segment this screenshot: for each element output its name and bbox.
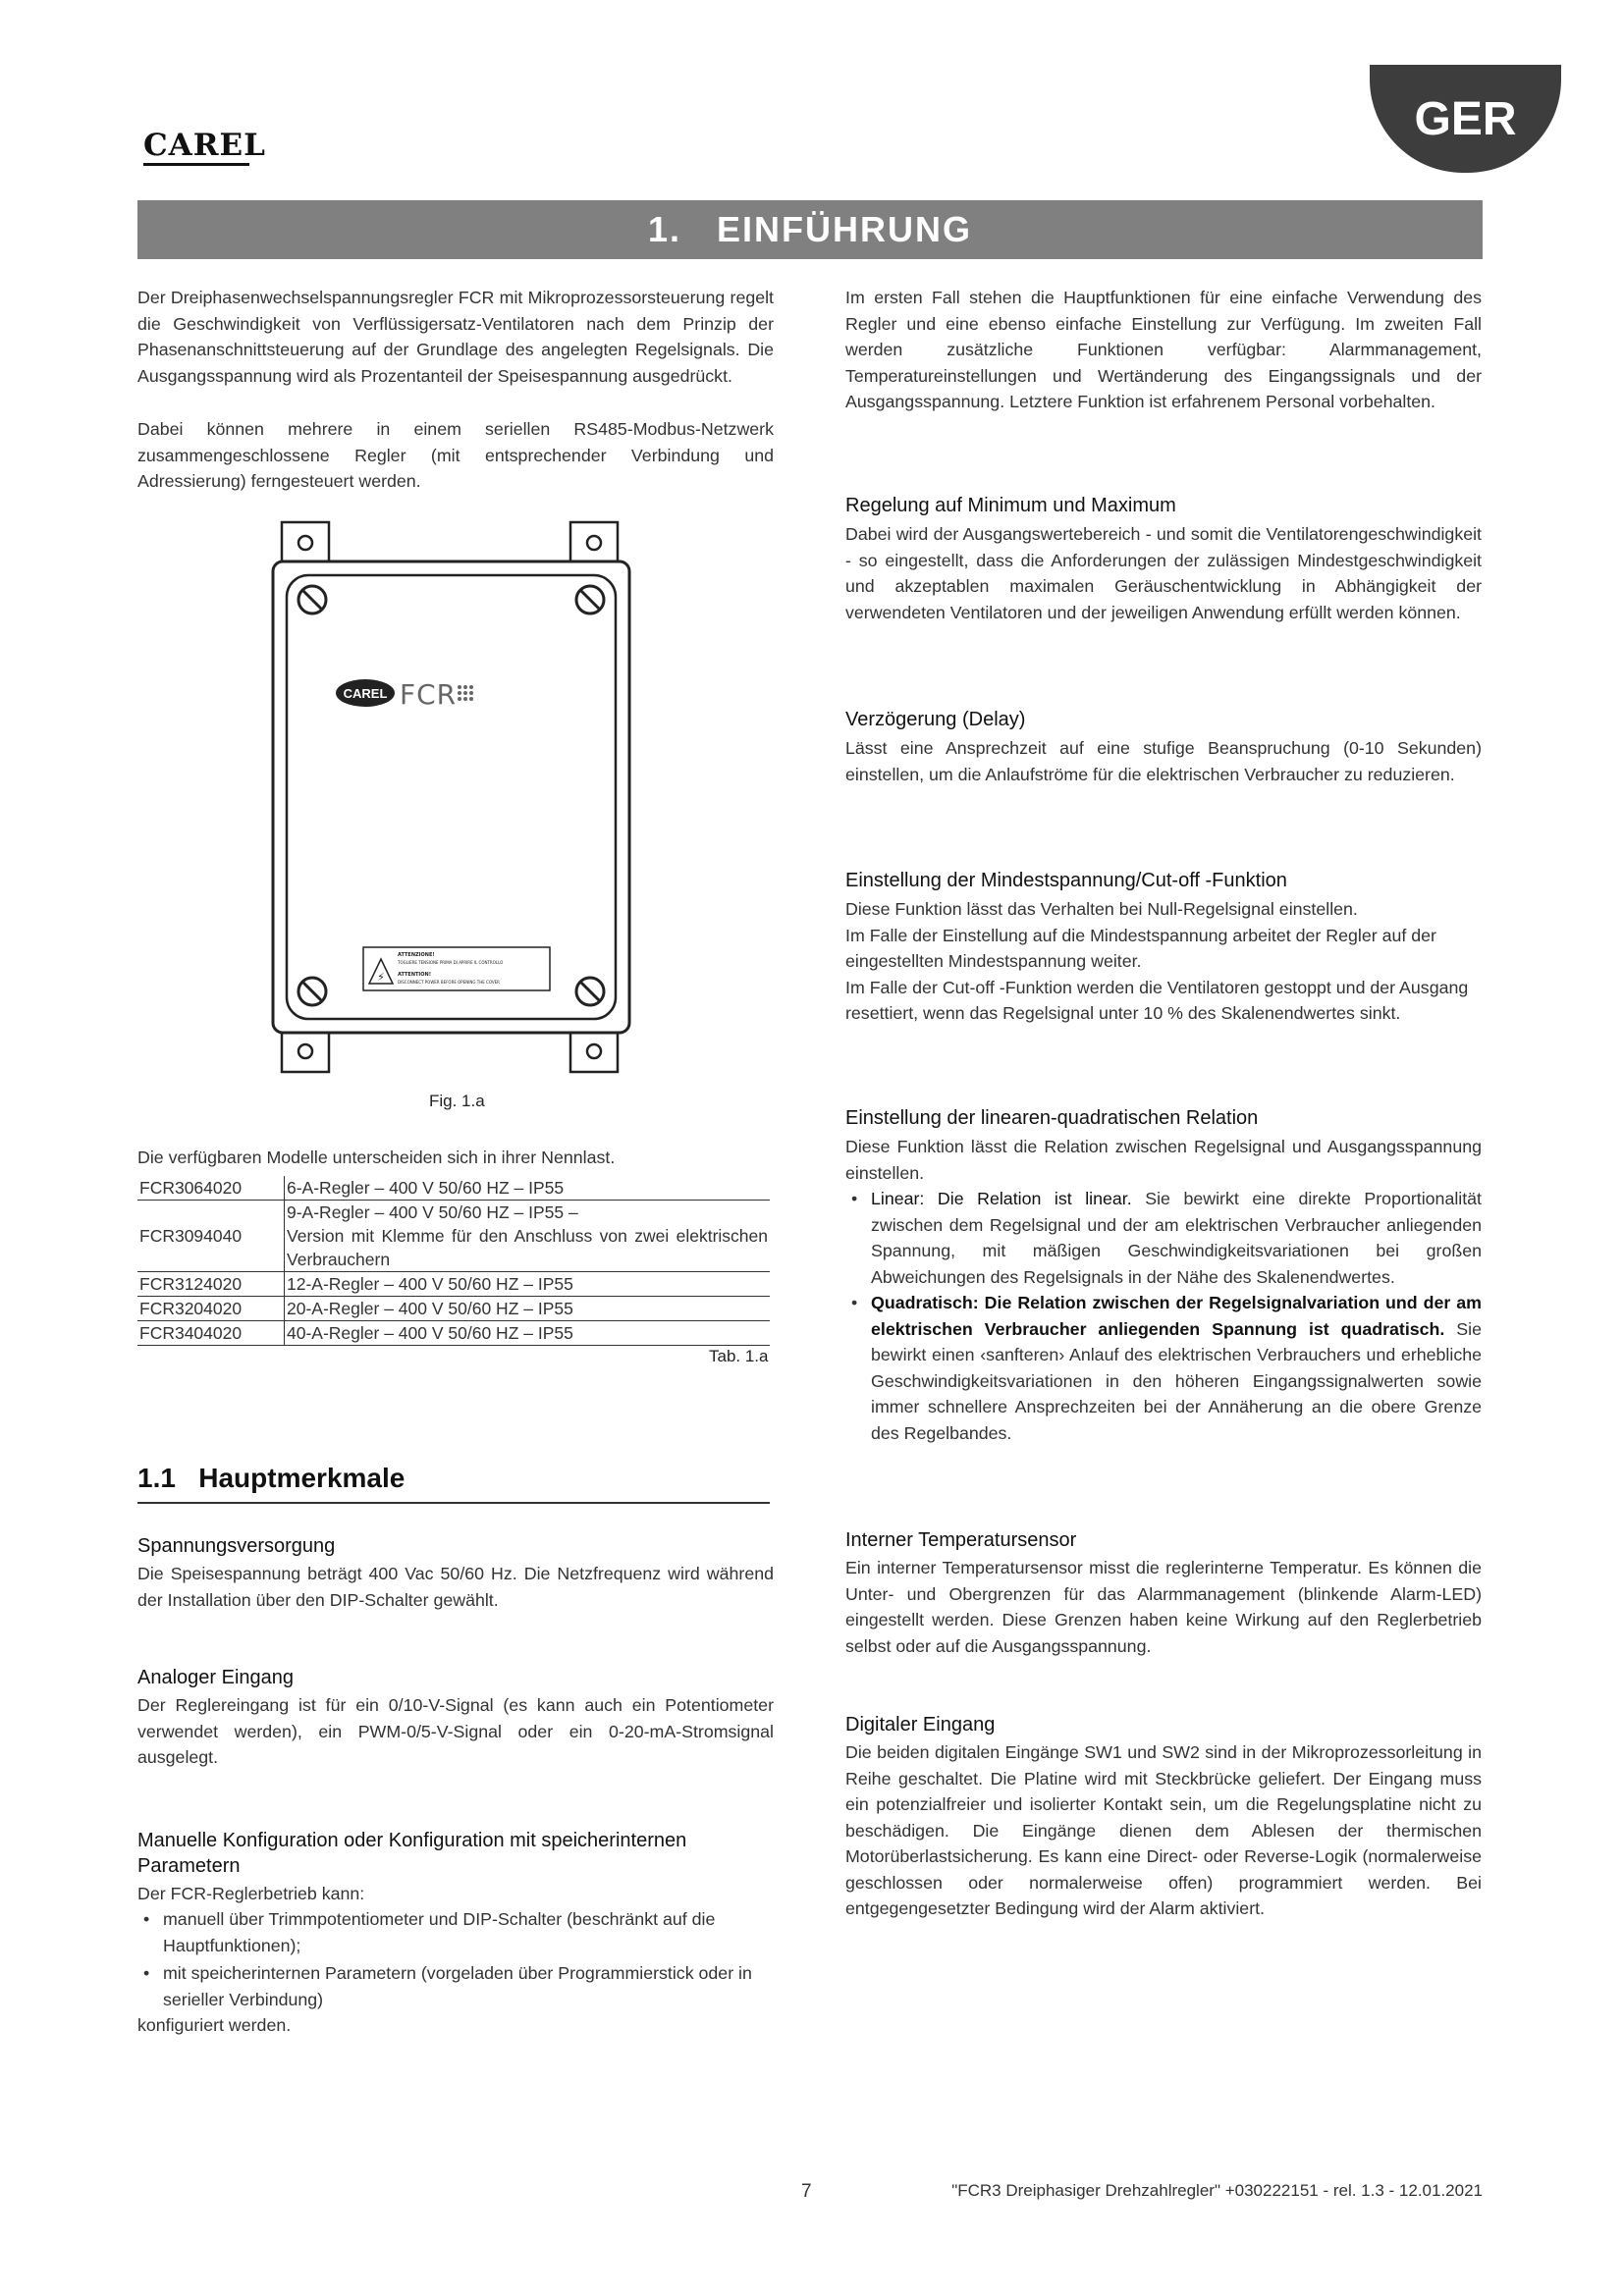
footer-reference: "FCR3 Dreiphasiger Drehzahlregler" +030222151 - rel. 1.3 - 12.01.2021 — [951, 2181, 1483, 2200]
svg-text:TOGLIERE TENSIONE PRIMA DI APR: TOGLIERE TENSIONE PRIMA DI APRIRE IL CONTROLLO — [398, 960, 504, 965]
linquad-list — [845, 1186, 1482, 1446]
model-desc: 40-A-Regler – 400 V 50/60 HZ – IP55 — [285, 1321, 771, 1346]
models-intro: Die verfügbaren Modelle unterscheiden sich in ihrer Nennlast. — [137, 1148, 616, 1167]
table-row — [137, 1321, 770, 1346]
table-row — [137, 1272, 770, 1297]
svg-text:ATTENZIONE!: ATTENZIONE! — [398, 952, 435, 958]
list-item: • mit speicherinternen Parametern (vorgeladen über Programmierstick oder in serieller Verbindung) — [137, 1960, 774, 2012]
config-list — [137, 1906, 774, 2012]
model-code: FCR3064020 — [139, 1178, 243, 1198]
svg-text:⚡: ⚡ — [377, 971, 385, 984]
mount-hole-tr — [587, 536, 601, 550]
temp-text: Ein interner Temperatursensor misst die reglerinterne Temperatur. Es können die Unter- und Obergrenzen für das Alarmmanagement (blinkende Alarm-LED) eingestellt werden. Diese Grenzen haben keine Wirkung auf den Reglerbetrieb selbst oder auf die Ausgangsspannung. — [845, 1558, 1482, 1656]
list-item-quadratic: • Quadratisch: Die Relation zwischen der Regelsignalvariation und der am elektrischen Verbraucher anliegenden Spannung ist quadratisch. Sie bewirkt einen ‹sanfteren› Anlauf des elektrischen Verbrauchers und erhebliche Geschwindigkeitsvariationen in den höheren Eingangssignalwerten sowie immer schnellere Ansprechzeiten bei der Annäherung an die obere Grenze des Regelbandes. — [845, 1290, 1482, 1446]
page-number: 7 — [801, 2181, 812, 2202]
mount-hole-br — [587, 1044, 601, 1058]
list-item-linear: • Linear: Die Relation ist linear. Sie bewirkt eine direkte Proportionalität zwischen dem Regelsignal und der am elektrischen Verbraucher anliegenden Spannung, mit mäßigen Geschwindigkeitsvariationen bei großen Abweichungen des Regelsignals in der Nähe des Skalenendwertes. — [845, 1186, 1482, 1290]
logo-underline — [143, 163, 249, 166]
mount-hole-tl — [298, 536, 312, 550]
figure-caption: Fig. 1.a — [429, 1092, 485, 1110]
model-code: FCR3204020 — [137, 1297, 285, 1321]
section-rule — [137, 1502, 770, 1504]
model-desc: 12-A-Regler – 400 V 50/60 HZ – IP55 — [285, 1272, 771, 1297]
table-row — [137, 1176, 770, 1201]
intro-paragraph-2: Dabei können mehrere in einem seriellen RS485-Modbus-Netzwerk zusammengeschlossene Regler (mit entsprechender Verbindung und Adressierung) ferngesteuert werden. — [137, 419, 774, 491]
carel-logo: CAREL — [143, 128, 266, 163]
config-title: Manuelle Konfiguration oder Konfiguration mit speicherinternen Parametern — [137, 1830, 687, 1877]
minmax-text: Dabei wird der Ausgangswertebereich - und somit die Ventilatorengeschwindigkeit - so eingestellt, dass die Anforderungen der zulässigen Mindestgeschwindigkeit und akzeptablen maximalen Geräuschentwicklung in Abhängigkeit der verwendeten Ventilatoren und der jeweiligen Anwendung erfüllt werden können. — [845, 524, 1482, 622]
language-tab: GER — [1370, 65, 1561, 173]
chapter-title: EINFÜHRUNG — [717, 209, 973, 249]
svg-text:DISCONNECT POWER BEFORE OPENIN: DISCONNECT POWER BEFORE OPENING THE COVER — [398, 980, 500, 985]
table-row — [137, 1297, 770, 1321]
delay-title: Verzögerung (Delay) — [845, 709, 1026, 730]
model-code: FCR3404020 — [137, 1321, 285, 1346]
config-intro: Der FCR-Reglerbetrieb kann: — [137, 1884, 365, 1903]
intro-paragraph-1: Der Dreiphasenwechselspannungsregler FCR mit Mikroprozessorsteuerung regelt die Geschwindigkeit von Verflüssigersatz-Ventilatoren nach dem Prinzip der Phasenanschnittsteuerung auf der Grundlage des angelegten Regelsignals. Die Ausgangsspannung wird als Prozentanteil der Speisespannung ausgedrückt. — [137, 288, 774, 386]
svg-text:ATTENTION!: ATTENTION! — [398, 972, 432, 978]
digital-title: Digitaler Eingang — [845, 1714, 996, 1735]
cutoff-title: Einstellung der Mindestspannung/Cut-off -Funktion — [845, 870, 1287, 891]
analog-title: Analoger Eingang — [137, 1667, 295, 1688]
model-code: FCR3094040 — [137, 1201, 285, 1272]
model-desc: 9-A-Regler – 400 V 50/60 HZ – IP55 – Version mit Klemme für den Anschluss von zwei elektrischen Verbrauchern — [285, 1201, 771, 1272]
table-row — [137, 1201, 770, 1272]
figure-model: FCR — [400, 678, 458, 711]
minmax-title: Regelung auf Minimum und Maximum — [845, 495, 1176, 516]
model-desc: 20-A-Regler – 400 V 50/60 HZ – IP55 — [285, 1297, 771, 1321]
linquad-text: Diese Funktion lässt die Relation zwischen Regelsignal und Ausgangsspannung einstellen. — [845, 1137, 1482, 1183]
supply-text: Die Speisespannung beträgt 400 Vac 50/60 Hz. Die Netzfrequenz wird während der Installation über den DIP-Schalter gewählt. — [137, 1564, 774, 1610]
chapter-banner — [137, 200, 1483, 259]
model-code: FCR3124020 — [137, 1272, 285, 1297]
mount-hole-bl — [298, 1044, 312, 1058]
cutoff-text: Diese Funktion lässt das Verhalten bei Null-Regelsignal einstellen. Im Falle der Einstellung auf die Mindestspannung arbeitet der Regler auf der eingestellten Mindestspannung weiter. Im Falle der Cut-off -Funktion werden die Ventilatoren gestoppt und der Ausgang resettiert, wenn das Regelsignal unter 10 % des Skalenendwertes sinkt. — [845, 899, 1469, 1023]
analog-text: Der Reglereingang ist für ein 0/10-V-Signal (es kann auch ein Potentiometer verwendet werden), ein PWM-0/5-V-Signal oder ein 0-20-mA-Stromsignal ausgelegt. — [137, 1695, 774, 1767]
list-item: • manuell über Trimmpotentiometer und DIP-Schalter (beschränkt auf die Hauptfunktionen); — [137, 1906, 774, 1958]
table-caption: Tab. 1.a — [709, 1347, 769, 1365]
linquad-title: Einstellung der linearen-quadratischen Relation — [845, 1107, 1259, 1129]
figure-brand: CAREL — [343, 686, 388, 701]
temp-title: Interner Temperatursensor — [845, 1529, 1077, 1551]
models-table — [137, 1176, 770, 1346]
fcr-device-figure — [270, 518, 648, 1078]
right-intro: Im ersten Fall stehen die Hauptfunktionen für eine einfache Verwendung des Regler und eine ebenso einfache Einstellung zur Verfügung. Im zweiten Fall werden zusätzliche Funktionen verfügbar: Alarmmanagement, Temperatureinstellungen und Wertänderung des Eingangssignals und der Ausgangsspannung. Letztere Funktion ist erfahrenem Personal vorbehalten. — [845, 288, 1482, 411]
config-outro: konfiguriert werden. — [137, 2015, 292, 2035]
model-dots-icon — [458, 685, 473, 701]
section-title: 1.1 Hauptmerkmale — [137, 1463, 406, 1493]
digital-text: Die beiden digitalen Eingänge SW1 und SW2 sind in der Mikroprozessorleitung in Reihe geschaltet. Die Platine wird mit Steckbrücke geliefert. Der Eingang muss ein potenzialfreier und isolierter Kontakt sein, um die Regelungsplatine nicht zu beschädigen. Die Eingänge dienen dem Ablesen der thermischen Motorüberlastsicherung. Es kann eine Direct- oder Reverse-Logik (normalerweise geschlossen oder normalerweise offen) programmiert werden. Bei entgegengesetzter Bedingung wird der Alarm aktiviert. — [845, 1742, 1482, 1918]
chapter-number: 1. — [647, 209, 681, 249]
delay-text: Lässt eine Ansprechzeit auf eine stufige Beanspruchung (0-10 Sekunden) einstellen, um die Anlaufströme für die elektrischen Verbraucher zu reduzieren. — [845, 738, 1482, 784]
model-desc: 6-A-Regler – 400 V 50/60 HZ – IP55 — [285, 1176, 771, 1201]
supply-title: Spannungsversorgung — [137, 1535, 336, 1557]
